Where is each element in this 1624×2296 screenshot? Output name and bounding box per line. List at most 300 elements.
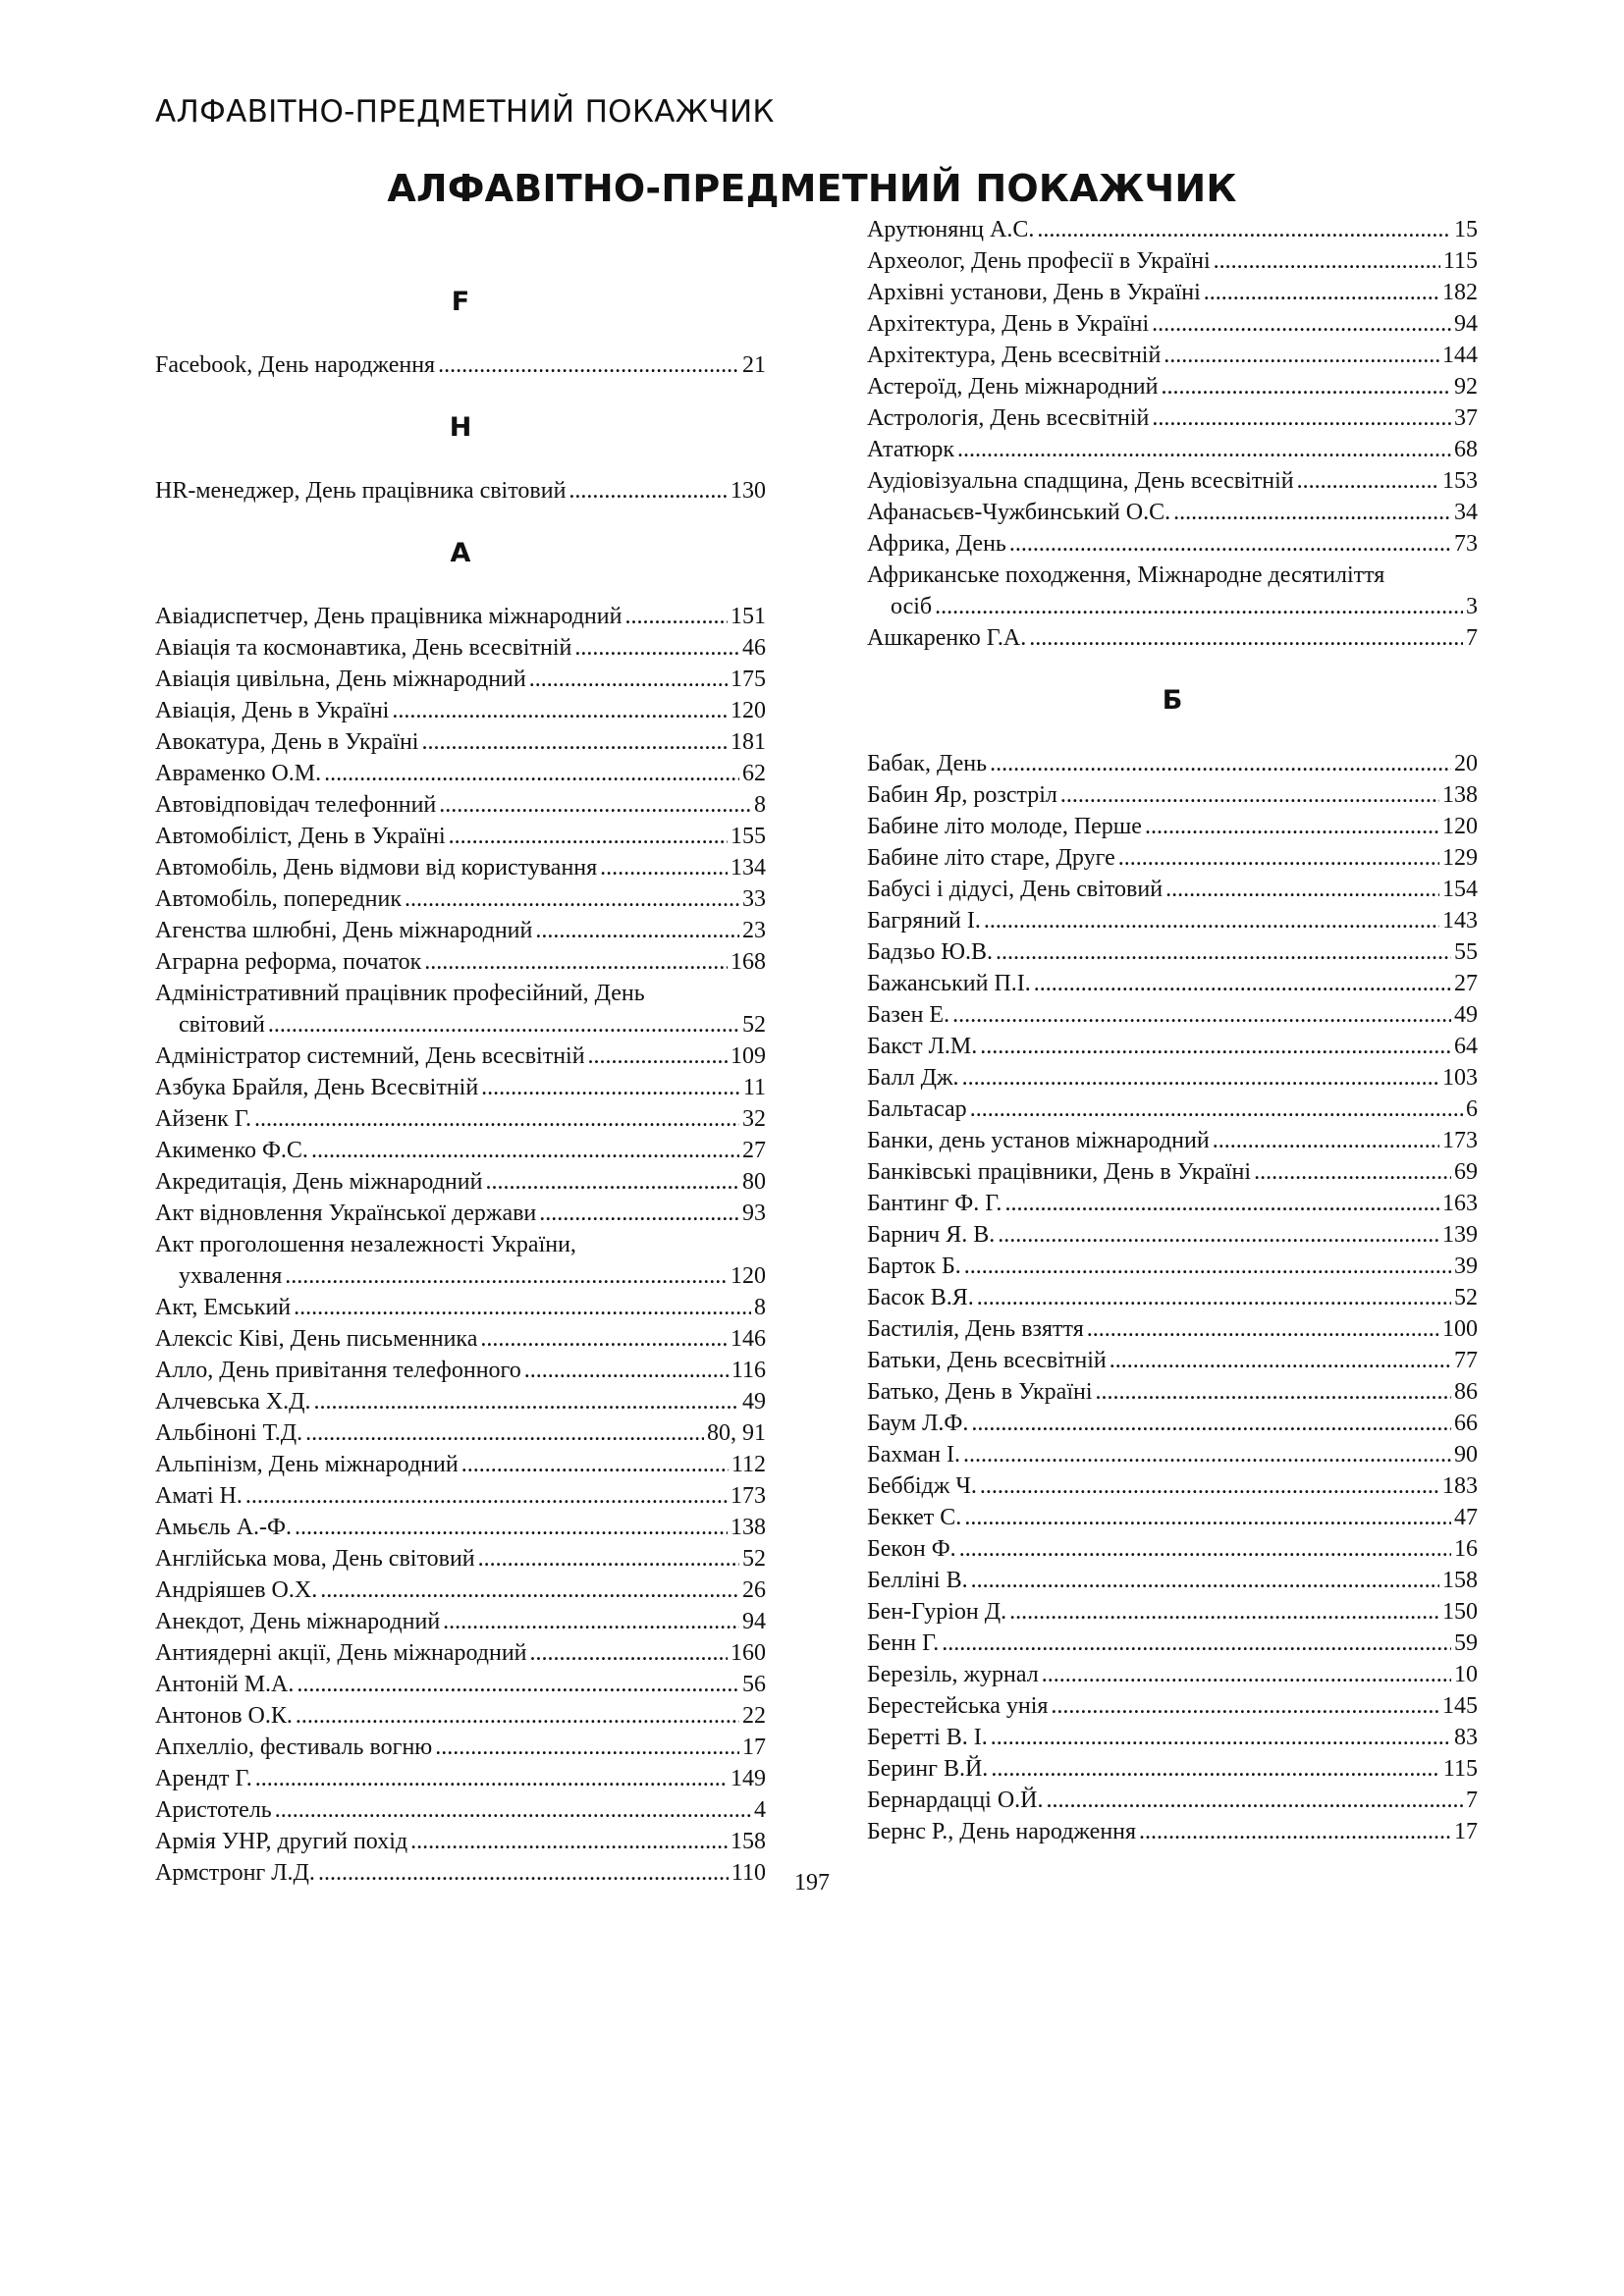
index-entry bbox=[867, 968, 1478, 999]
dot-leader bbox=[295, 1512, 728, 1543]
entry-page-ref: 120 bbox=[731, 698, 766, 723]
dot-leader bbox=[1037, 214, 1451, 245]
entry-term: Арендт Г. bbox=[155, 1766, 252, 1791]
index-entry bbox=[155, 1606, 766, 1637]
dot-leader bbox=[421, 726, 728, 758]
dot-leader bbox=[996, 936, 1451, 968]
dot-leader bbox=[1009, 1596, 1439, 1628]
dot-leader bbox=[1214, 245, 1440, 277]
index-entry bbox=[867, 748, 1478, 779]
letter-heading: F bbox=[451, 287, 470, 317]
index-entry bbox=[867, 936, 1478, 968]
dot-leader bbox=[957, 434, 1451, 465]
dot-leader bbox=[1254, 1156, 1451, 1188]
entry-page-ref: 168 bbox=[731, 949, 766, 975]
dot-leader bbox=[990, 748, 1451, 779]
index-entry bbox=[155, 1417, 766, 1449]
dot-leader bbox=[1118, 842, 1439, 874]
entry-page-ref: 17 bbox=[742, 1735, 766, 1760]
entry-term-continuation: осіб bbox=[891, 594, 933, 619]
entry-term: Антиядерні акції, День міжнародний bbox=[155, 1640, 527, 1666]
entry-term: Автомобіль, попередник bbox=[155, 886, 403, 912]
entry-term: Бернс Р., День народження bbox=[867, 1819, 1137, 1844]
dot-leader bbox=[1110, 1345, 1451, 1376]
dot-leader bbox=[296, 1700, 739, 1732]
entry-term: Агенства шлюбні, День міжнародний bbox=[155, 918, 533, 943]
entry-term: Андріяшев О.Х. bbox=[155, 1577, 318, 1603]
entry-term: Белліні В. bbox=[867, 1568, 968, 1593]
index-entry bbox=[155, 1292, 766, 1323]
entry-page-ref: 112 bbox=[731, 1452, 766, 1477]
entry-page-ref: 158 bbox=[731, 1829, 766, 1854]
dot-leader bbox=[405, 883, 739, 915]
entry-page-ref: 160 bbox=[731, 1640, 766, 1666]
index-entry bbox=[867, 874, 1478, 905]
entry-page-ref: 139 bbox=[1442, 1222, 1478, 1248]
index-entry bbox=[155, 1732, 766, 1763]
index-entry bbox=[867, 1502, 1478, 1533]
entry-page-ref: 73 bbox=[1454, 531, 1478, 557]
dot-leader bbox=[1042, 1659, 1451, 1690]
entry-term: Бакст Л.М. bbox=[867, 1034, 978, 1059]
dot-leader bbox=[294, 1292, 751, 1323]
entry-page-ref: 145 bbox=[1442, 1693, 1478, 1719]
index-entry bbox=[867, 905, 1478, 936]
index-entry bbox=[155, 1041, 766, 1072]
entry-term: Акт відновлення Української держави bbox=[155, 1201, 537, 1226]
entry-page-ref: 26 bbox=[742, 1577, 766, 1603]
entry-page-ref: 37 bbox=[1454, 405, 1478, 431]
entry-page-ref: 151 bbox=[731, 604, 766, 629]
entry-term: Африканське походження, Міжнародне десятиліття bbox=[867, 562, 1385, 588]
index-column-right bbox=[867, 214, 1478, 1847]
entry-term: Баум Л.Ф. bbox=[867, 1411, 969, 1436]
entry-term: Армія УНР, другий похід bbox=[155, 1829, 408, 1854]
index-entry bbox=[155, 1826, 766, 1857]
entry-term: Адміністративний працівник професійний, День bbox=[155, 981, 645, 1006]
index-entry bbox=[867, 1062, 1478, 1094]
running-header: АЛФАВІТНО-ПРЕДМЕТНИЙ ПОКАЖЧИК bbox=[155, 94, 775, 130]
index-entry bbox=[867, 1313, 1478, 1345]
index-entry bbox=[155, 349, 766, 381]
dot-leader bbox=[529, 664, 728, 695]
index-entry bbox=[867, 1345, 1478, 1376]
dot-leader bbox=[1297, 465, 1439, 497]
entry-page-ref: 15 bbox=[1454, 217, 1478, 242]
dot-leader bbox=[991, 1722, 1451, 1753]
entry-page-ref: 3 bbox=[1466, 594, 1478, 619]
index-entry-multiline bbox=[155, 1229, 766, 1292]
index-entry bbox=[155, 1323, 766, 1355]
dot-leader bbox=[480, 1323, 728, 1355]
index-entry bbox=[155, 1166, 766, 1198]
entry-page-ref: 49 bbox=[742, 1389, 766, 1415]
entry-page-ref: 52 bbox=[742, 1012, 766, 1038]
index-entry bbox=[867, 1628, 1478, 1659]
entry-term: Бернардацці О.Й. bbox=[867, 1788, 1044, 1813]
page-title: АЛФАВІТНО-ПРЕДМЕТНИЙ ПОКАЖЧИК bbox=[387, 167, 1237, 210]
dot-leader bbox=[998, 1219, 1439, 1251]
index-entry bbox=[155, 1512, 766, 1543]
dot-leader bbox=[624, 601, 728, 632]
index-entry bbox=[155, 1543, 766, 1575]
index-entry bbox=[155, 821, 766, 852]
index-entry-multiline bbox=[867, 560, 1478, 622]
entry-page-ref: 56 bbox=[742, 1672, 766, 1697]
entry-term: Бенн Г. bbox=[867, 1630, 940, 1656]
dot-leader bbox=[254, 1103, 739, 1135]
entry-page-ref: 7 bbox=[1466, 1788, 1478, 1813]
index-entry bbox=[867, 434, 1478, 465]
entry-term: Акт проголошення незалежності України, bbox=[155, 1232, 576, 1257]
index-entry bbox=[155, 695, 766, 726]
dot-leader bbox=[311, 1135, 739, 1166]
dot-leader bbox=[1034, 968, 1451, 999]
entry-term: Альпінізм, День міжнародний bbox=[155, 1452, 459, 1477]
index-entry bbox=[867, 622, 1478, 654]
dot-leader bbox=[461, 1449, 729, 1480]
entry-page-ref: 55 bbox=[1454, 939, 1478, 965]
index-entry bbox=[155, 601, 766, 632]
entry-page-ref: 116 bbox=[731, 1358, 766, 1383]
index-entry bbox=[867, 1156, 1478, 1188]
dot-leader bbox=[935, 591, 1463, 622]
dot-leader bbox=[530, 1637, 728, 1669]
dot-leader bbox=[1204, 277, 1439, 308]
entry-page-ref: 130 bbox=[731, 478, 766, 504]
entry-page-ref: 90 bbox=[1454, 1442, 1478, 1468]
entry-term: Адміністратор системний, День всесвітній bbox=[155, 1043, 585, 1069]
entry-page-ref: 183 bbox=[1442, 1473, 1478, 1499]
dot-leader bbox=[984, 905, 1439, 936]
entry-term: Архітектура, День в Україні bbox=[867, 311, 1150, 337]
dot-leader bbox=[313, 1386, 739, 1417]
dot-leader bbox=[977, 1282, 1451, 1313]
entry-page-ref: 120 bbox=[731, 1263, 766, 1289]
entry-page-ref: 20 bbox=[1454, 751, 1478, 776]
dot-leader bbox=[1139, 1816, 1451, 1847]
entry-page-ref: 17 bbox=[1454, 1819, 1478, 1844]
entry-page-ref: 47 bbox=[1454, 1505, 1478, 1530]
entry-term: Багряний І. bbox=[867, 908, 981, 934]
entry-page-ref: 120 bbox=[1442, 814, 1478, 839]
entry-term: Азбука Брайля, День Всесвітній bbox=[155, 1075, 479, 1100]
dot-leader bbox=[255, 1763, 728, 1794]
entry-page-ref: 149 bbox=[731, 1766, 766, 1791]
entry-term: Анекдот, День міжнародний bbox=[155, 1609, 441, 1634]
index-entry bbox=[155, 726, 766, 758]
entry-term: Апхелліо, фестиваль вогню bbox=[155, 1735, 433, 1760]
entry-page-ref: 154 bbox=[1442, 877, 1478, 902]
entry-term: Альбіноні Т.Д. bbox=[155, 1420, 303, 1446]
dot-leader bbox=[481, 1072, 740, 1103]
index-entry bbox=[155, 758, 766, 789]
entry-page-ref: 80, 91 bbox=[707, 1420, 766, 1446]
entry-page-ref: 144 bbox=[1442, 343, 1478, 368]
entry-page-ref: 92 bbox=[1454, 374, 1478, 400]
entry-page-ref: 138 bbox=[1442, 782, 1478, 808]
entry-page-ref: 103 bbox=[1442, 1065, 1478, 1091]
index-entry bbox=[867, 1408, 1478, 1439]
dot-leader bbox=[245, 1480, 728, 1512]
dot-leader bbox=[1164, 340, 1439, 371]
entry-term: Барнич Я. В. bbox=[867, 1222, 996, 1248]
entry-page-ref: 8 bbox=[754, 1295, 766, 1320]
entry-term: Аграрна реформа, початок bbox=[155, 949, 422, 975]
entry-term: Авіація цивільна, День міжнародний bbox=[155, 667, 526, 692]
index-entry bbox=[867, 1722, 1478, 1753]
entry-term: Афанасьєв-Чужбинський О.С. bbox=[867, 500, 1171, 525]
entry-term: Авіація та космонавтика, День всесвітній bbox=[155, 635, 572, 661]
index-entry bbox=[867, 811, 1478, 842]
entry-term: Бекон Ф. bbox=[867, 1536, 956, 1562]
dot-leader bbox=[485, 1166, 739, 1198]
dot-leader bbox=[1162, 371, 1452, 402]
entry-page-ref: 16 bbox=[1454, 1536, 1478, 1562]
entry-term: Армстронг Л.Д. bbox=[155, 1860, 315, 1886]
entry-page-ref: 115 bbox=[1442, 1756, 1478, 1782]
entry-term: Алексіс Ківі, День письменника bbox=[155, 1326, 478, 1352]
dot-leader bbox=[1009, 528, 1451, 560]
index-entry bbox=[867, 1753, 1478, 1785]
index-entry bbox=[867, 1188, 1478, 1219]
entry-page-ref: 52 bbox=[742, 1546, 766, 1572]
section-spacer bbox=[867, 654, 1478, 685]
entry-term: Банківські працівники, День в Україні bbox=[867, 1159, 1252, 1185]
dot-leader bbox=[478, 1543, 739, 1575]
index-entry bbox=[867, 999, 1478, 1031]
dot-leader bbox=[1096, 1376, 1452, 1408]
entry-term: Берестейська унія bbox=[867, 1693, 1049, 1719]
entry-page-ref: 181 bbox=[731, 729, 766, 755]
dot-leader bbox=[1152, 402, 1451, 434]
index-entry bbox=[867, 1376, 1478, 1408]
entry-page-ref: 83 bbox=[1454, 1725, 1478, 1750]
entry-page-ref: 34 bbox=[1454, 500, 1478, 525]
index-entry bbox=[155, 915, 766, 946]
entry-page-ref: 93 bbox=[742, 1201, 766, 1226]
entry-page-ref: 153 bbox=[1442, 468, 1478, 494]
entry-page-ref: 69 bbox=[1454, 1159, 1478, 1185]
entry-term: Балл Дж. bbox=[867, 1065, 959, 1091]
letter-heading: H bbox=[449, 412, 472, 443]
index-entry bbox=[155, 1009, 766, 1041]
section-spacer bbox=[155, 569, 766, 601]
dot-leader bbox=[439, 789, 751, 821]
entry-term: Антоній М.А. bbox=[155, 1672, 295, 1697]
entry-term: Бадзьо Ю.В. bbox=[867, 939, 994, 965]
dot-leader bbox=[971, 1408, 1451, 1439]
entry-term: Басок В.Я. bbox=[867, 1285, 974, 1310]
index-entry bbox=[155, 1669, 766, 1700]
entry-term: HR-менеджер, День працівника світовий bbox=[155, 478, 567, 504]
entry-term-continuation: світовий bbox=[179, 1012, 265, 1038]
entry-term: Ататюрк bbox=[867, 437, 955, 462]
entry-page-ref: 155 bbox=[731, 824, 766, 849]
dot-leader bbox=[1029, 622, 1463, 654]
index-entry bbox=[155, 852, 766, 883]
index-entry bbox=[867, 371, 1478, 402]
index-entry bbox=[867, 842, 1478, 874]
index-entry bbox=[155, 1575, 766, 1606]
dot-leader bbox=[449, 821, 728, 852]
entry-term: Аматі Н. bbox=[155, 1483, 243, 1509]
entry-term: Бастилія, День взяття bbox=[867, 1316, 1084, 1342]
entry-page-ref: 10 bbox=[1454, 1662, 1478, 1687]
index-entry bbox=[867, 402, 1478, 434]
entry-term: Бабин Яр, розстріл bbox=[867, 782, 1057, 808]
entry-page-ref: 7 bbox=[1466, 625, 1478, 651]
index-entry bbox=[155, 1260, 766, 1292]
index-entry bbox=[867, 1533, 1478, 1565]
entry-term: Арутюнянц А.С. bbox=[867, 217, 1035, 242]
entry-page-ref: 64 bbox=[1454, 1034, 1478, 1059]
entry-term: Астероїд, День міжнародний bbox=[867, 374, 1159, 400]
index-entry bbox=[155, 1135, 766, 1166]
dot-leader bbox=[952, 999, 1451, 1031]
index-entry bbox=[155, 789, 766, 821]
entry-page-ref: 59 bbox=[1454, 1630, 1478, 1656]
index-entry bbox=[155, 1794, 766, 1826]
entry-term: Авіація, День в Україні bbox=[155, 698, 390, 723]
entry-page-ref: 8 bbox=[754, 792, 766, 818]
dot-leader bbox=[285, 1260, 728, 1292]
entry-page-ref: 110 bbox=[731, 1860, 766, 1886]
letter-heading: А bbox=[450, 538, 471, 568]
entry-term: Беккет С. bbox=[867, 1505, 962, 1530]
entry-page-ref: 62 bbox=[742, 761, 766, 786]
section-spacer bbox=[155, 255, 766, 287]
dot-leader bbox=[1165, 874, 1439, 905]
dot-leader bbox=[980, 1470, 1439, 1502]
entry-term: Аудіовізуальна спадщина, День всесвітній bbox=[867, 468, 1294, 494]
dot-leader bbox=[275, 1794, 751, 1826]
entry-page-ref: 150 bbox=[1442, 1599, 1478, 1625]
entry-page-ref: 6 bbox=[1466, 1096, 1478, 1122]
entry-term: Базен Е. bbox=[867, 1002, 950, 1028]
index-entry bbox=[867, 245, 1478, 277]
entry-page-ref: 86 bbox=[1454, 1379, 1478, 1405]
entry-page-ref: 32 bbox=[742, 1106, 766, 1132]
entry-page-ref: 11 bbox=[742, 1075, 766, 1100]
dot-leader bbox=[942, 1628, 1451, 1659]
dot-leader bbox=[962, 1062, 1439, 1094]
dot-leader bbox=[600, 852, 728, 883]
entry-page-ref: 49 bbox=[1454, 1002, 1478, 1028]
index-entry bbox=[867, 1785, 1478, 1816]
dot-leader bbox=[268, 1009, 739, 1041]
entry-term: Барток Б. bbox=[867, 1254, 961, 1279]
dot-leader bbox=[964, 1251, 1451, 1282]
entry-term: Акт, Емський bbox=[155, 1295, 292, 1320]
entry-page-ref: 21 bbox=[742, 352, 766, 378]
index-entry bbox=[867, 1565, 1478, 1596]
entry-term-continuation: ухвалення bbox=[179, 1263, 283, 1289]
section-spacer bbox=[155, 318, 766, 349]
entry-page-ref: 52 bbox=[1454, 1285, 1478, 1310]
index-entry bbox=[867, 1219, 1478, 1251]
dot-leader bbox=[971, 1565, 1439, 1596]
entry-page-ref: 77 bbox=[1454, 1348, 1478, 1373]
index-entry bbox=[155, 632, 766, 664]
dot-leader bbox=[1004, 1188, 1439, 1219]
entry-term: Авраменко О.М. bbox=[155, 761, 322, 786]
dot-leader bbox=[438, 349, 739, 381]
dot-leader bbox=[424, 946, 728, 978]
entry-term: Аристотель bbox=[155, 1797, 272, 1823]
entry-page-ref: 23 bbox=[742, 918, 766, 943]
entry-term: Беббідж Ч. bbox=[867, 1473, 977, 1499]
entry-term: Акименко Ф.С. bbox=[155, 1138, 308, 1163]
dot-leader bbox=[324, 758, 739, 789]
dot-leader bbox=[1087, 1313, 1439, 1345]
dot-leader bbox=[970, 1094, 1463, 1125]
entry-term: Антонов О.К. bbox=[155, 1703, 293, 1729]
dot-leader bbox=[588, 1041, 728, 1072]
entry-term: Беринг В.Й. bbox=[867, 1756, 989, 1782]
section-spacer bbox=[867, 717, 1478, 748]
index-entry bbox=[867, 1470, 1478, 1502]
entry-term: Бальтасар bbox=[867, 1096, 967, 1122]
index-entry bbox=[155, 946, 766, 978]
entry-page-ref: 94 bbox=[1454, 311, 1478, 337]
entry-page-ref: 173 bbox=[731, 1483, 766, 1509]
entry-term: Бахман І. bbox=[867, 1442, 960, 1468]
entry-term: Автовідповідач телефонний bbox=[155, 792, 437, 818]
entry-term: Археолог, День професії в Україні bbox=[867, 248, 1211, 274]
index-entry bbox=[155, 1072, 766, 1103]
index-entry bbox=[867, 308, 1478, 340]
entry-page-ref: 68 bbox=[1454, 437, 1478, 462]
entry-page-ref: 138 bbox=[731, 1515, 766, 1540]
entry-page-ref: 100 bbox=[1442, 1316, 1478, 1342]
index-entry bbox=[867, 1094, 1478, 1125]
entry-page-ref: 94 bbox=[742, 1609, 766, 1634]
entry-term: Айзенк Г. bbox=[155, 1106, 251, 1132]
entry-term: Авокатура, День в Україні bbox=[155, 729, 419, 755]
entry-term: Акредитація, День міжнародний bbox=[155, 1169, 483, 1195]
section-spacer bbox=[155, 507, 766, 538]
entry-term: Бабине літо молоде, Перше bbox=[867, 814, 1142, 839]
entry-term: Архівні установи, День в Україні bbox=[867, 280, 1201, 305]
dot-leader bbox=[568, 475, 728, 507]
index-entry bbox=[155, 1386, 766, 1417]
entry-term: Архітектура, День всесвітній bbox=[867, 343, 1162, 368]
dot-leader bbox=[1173, 497, 1451, 528]
index-entry bbox=[867, 779, 1478, 811]
entry-term: Бажанський П.І. bbox=[867, 971, 1031, 996]
entry-page-ref: 146 bbox=[731, 1326, 766, 1352]
entry-term: Бабусі і дідусі, День світовий bbox=[867, 877, 1164, 902]
index-entry bbox=[155, 1637, 766, 1669]
index-entry bbox=[867, 1659, 1478, 1690]
entry-page-ref: 22 bbox=[742, 1703, 766, 1729]
index-entry bbox=[155, 1480, 766, 1512]
entry-page-ref: 129 bbox=[1442, 845, 1478, 871]
dot-leader bbox=[524, 1355, 729, 1386]
page-number: 197 bbox=[794, 1870, 830, 1896]
dot-leader bbox=[1152, 308, 1451, 340]
section-spacer bbox=[155, 381, 766, 412]
entry-page-ref: 109 bbox=[731, 1043, 766, 1069]
dot-leader bbox=[392, 695, 728, 726]
index-entry bbox=[867, 340, 1478, 371]
index-column-left bbox=[155, 255, 766, 1889]
index-entry bbox=[867, 1439, 1478, 1470]
entry-term: Бабине літо старе, Друге bbox=[867, 845, 1115, 871]
index-entry bbox=[867, 591, 1478, 622]
index-entry bbox=[155, 475, 766, 507]
